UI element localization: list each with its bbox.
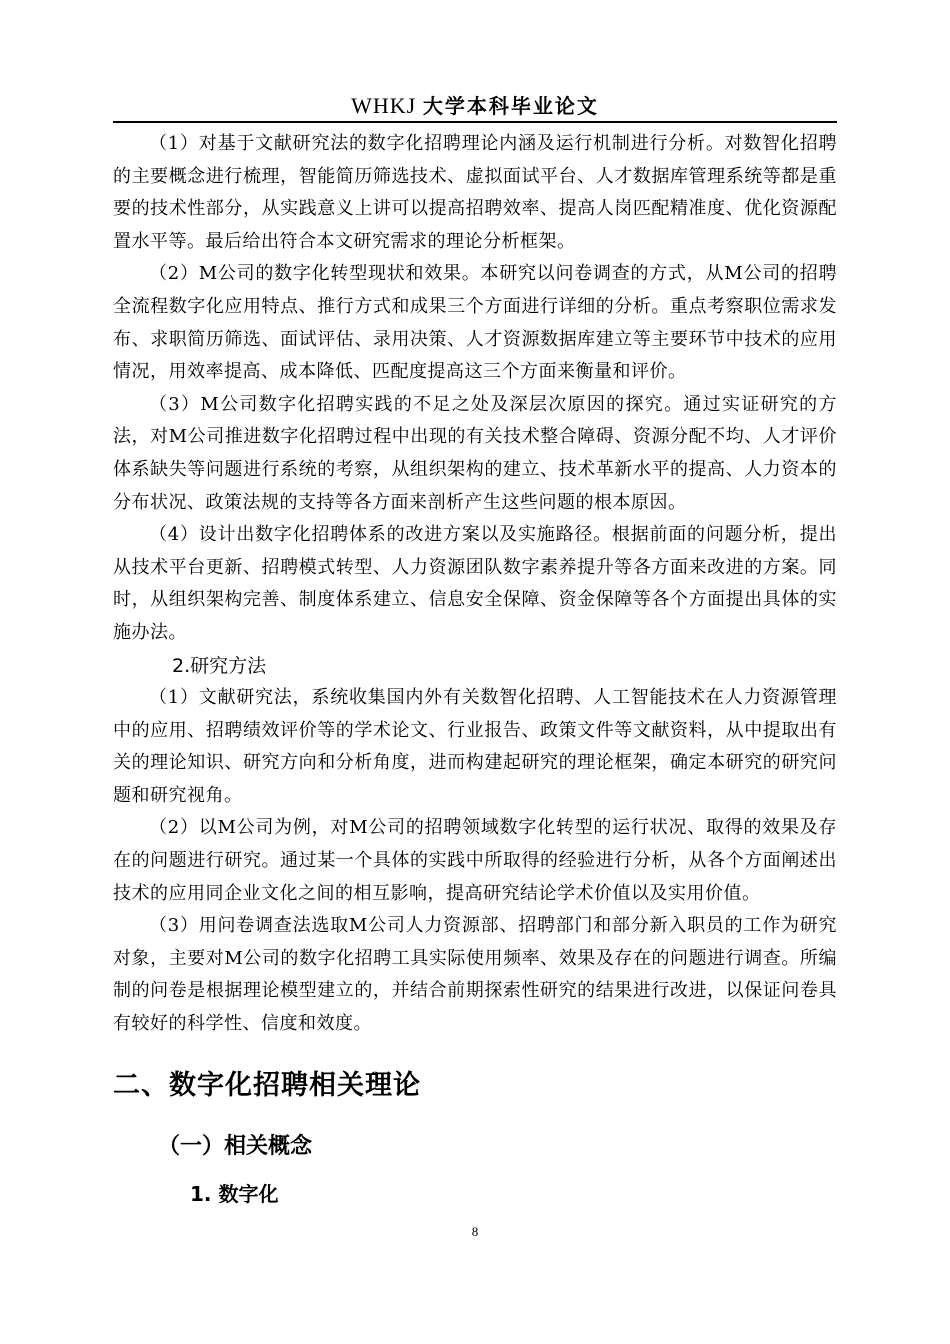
paragraph-content-1: （1）对基于文献研究法的数字化招聘理论内涵及运行机制进行分析。对数智化招聘的主要概念进行梳理，智能简历筛选技术、虚拟面试平台、人才数据库管理系统等都是重要的技术性部分，从实践意义上讲可以提高招聘效率、提高人岗匹配精准度、优化资源配置水平等。最后给出符合本文研究需求的理论分析框架。 bbox=[113, 133, 837, 252]
header-title: 大学本科毕业论文 bbox=[422, 94, 599, 118]
subsection-heading: 1. 数字化 bbox=[190, 1182, 279, 1206]
page-header bbox=[113, 92, 837, 120]
research-method-subheading: 2.研究方法 bbox=[172, 654, 267, 677]
body-text bbox=[113, 128, 837, 1041]
paragraph-method-2: （2）以M公司为例，对M公司的招聘领域数字化转型的运行状况、取得的效果及存在的问题进行研究。通过某一个具体的实践中所取得的经验进行分析，从各个方面阐述出技术的应用同企业文化之间的相互影响，提高研究结论学术价值以及实用价值。 bbox=[113, 817, 837, 904]
page-number: 8 bbox=[471, 1224, 479, 1239]
section-heading: （一）相关概念 bbox=[158, 1134, 313, 1159]
header-school-code: WHKJ bbox=[351, 93, 417, 118]
paragraph-content-2: （2）M公司的数字化转型现状和效果。本研究以问卷调查的方式，从M公司的招聘全流程数字化应用特点、推行方式和成果三个方面进行详细的分析。重点考察职位需求发布、求职简历筛选、面试评估、录用决策、人才资源数据库建立等主要环节中技术的应用情况，用效率提高、成本降低、匹配度提高这三个方面来衡量和评价。 bbox=[113, 263, 837, 383]
paragraph-method-3: （3）用问卷调查法选取M公司人力资源部、招聘部门和部分新入职员的工作为研究对象，主要对M公司的数字化招聘工具实际使用频率、效果及存在的问题进行调查。所编制的问卷是根据理论模型建立的，并结合前期探索性研究的结果进行改进，以保证问卷具有较好的科学性、信度和效度。 bbox=[113, 915, 837, 1035]
paragraph-method-1: （1）文献研究法，系统收集国内外有关数智化招聘、人工智能技术在人力资源管理中的应用、招聘绩效评价等的学术论文、行业报告、政策文件等文献资料，从中提取出有关的理论知识、研究方向和分析角度，进而构建起研究的理论框架，确定本研究的研究问题和研究视角。 bbox=[113, 687, 837, 806]
header-divider bbox=[113, 121, 837, 123]
paragraph-content-4: （4）设计出数字化招聘体系的改进方案以及实施路径。根据前面的问题分析，提出从技术平台更新、招聘模式转型、人力资源团队数字素养提升等各方面来改进的方案。同时，从组织架构完善、制度体系建立、信息安全保障、资金保障等各个方面提出具体的实施办法。 bbox=[113, 524, 837, 643]
paragraph-content-3: （3）M公司数字化招聘实践的不足之处及深层次原因的探究。通过实证研究的方法，对M公司推进数字化招聘过程中出现的有关技术整合障碍、资源分配不均、人才评价体系缺失等问题进行系统的考察，从组织架构的建立、技术革新水平的提高、人力资本的分布状况、政策法规的支持等各方面来剖析产生这些问题的根本原因。 bbox=[113, 393, 837, 513]
chapter-heading: 二、数字化招聘相关理论 bbox=[113, 1070, 421, 1101]
